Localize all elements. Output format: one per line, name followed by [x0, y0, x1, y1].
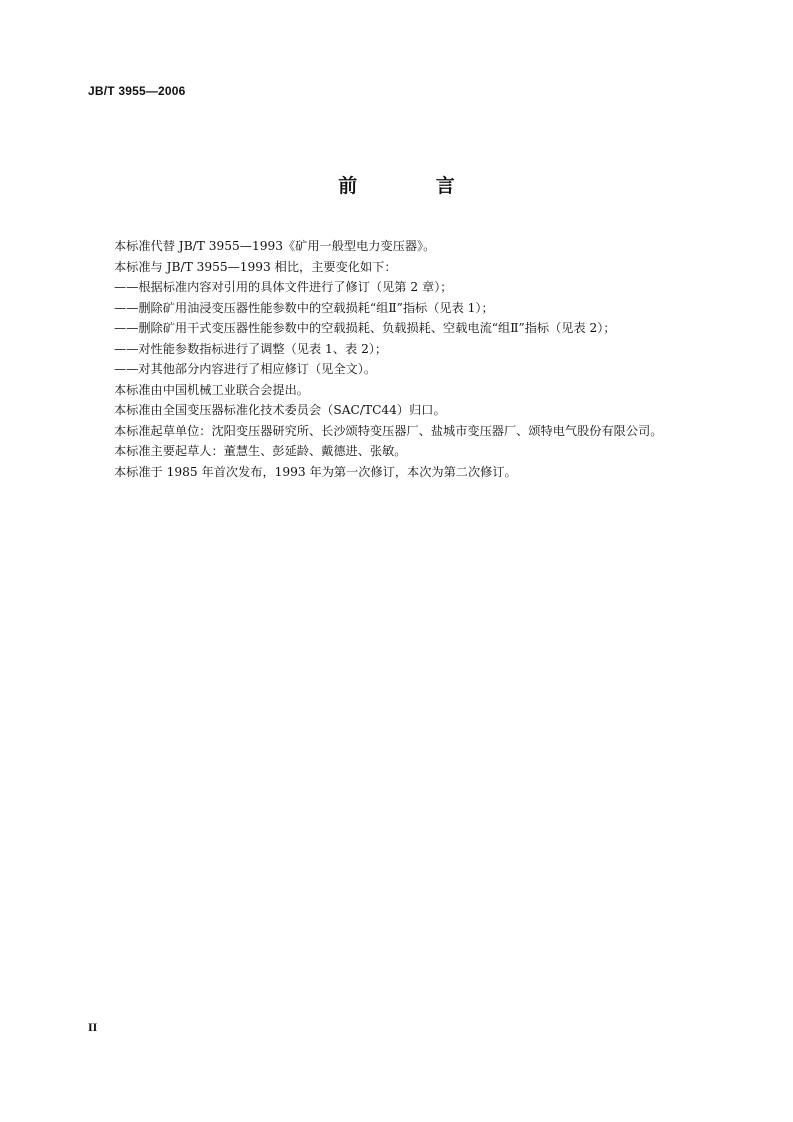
paragraph-proposed-by: 本标准由中国机械工业联合会提出。 — [114, 382, 309, 397]
foreword-body — [88, 236, 710, 482]
paragraph-drafters: 本标准主要起草人：董慧生、彭延龄、戴德进、张敏。 — [114, 444, 407, 458]
paragraph-history: 本标准于 1985 年首次发布，1993 年为第一次修订，本次为第二次修订。 — [114, 464, 517, 479]
paragraph-drafting-units: 本标准起草单位：沈阳变压器研究所、长沙颂特变压器厂、盐城市变压器厂、颂特电气股份有限公司。 — [114, 423, 663, 438]
change-item-other: ——对其他部分内容进行了相应修订（见全文）。 — [114, 362, 377, 376]
paragraph-changes-intro: 本标准与 JB/T 3955—1993 相比，主要变化如下： — [114, 259, 397, 274]
change-item-oil-immersed: ——删除矿用油浸变压器性能参数中的空载损耗“组Ⅱ”指标（见表 1）； — [114, 300, 494, 315]
paragraph-under-jurisdiction: 本标准由全国变压器标准化技术委员会（SAC/TC44）归口。 — [114, 403, 446, 417]
change-item-performance: ——对性能参数指标进行了调整（见表 1、表 2）； — [114, 341, 388, 356]
change-item-dry-type: ——删除矿用干式变压器性能参数中的空载损耗、负载损耗、空载电流“组Ⅱ”指标（见表 2）； — [114, 321, 616, 335]
page-number: II — [88, 1020, 98, 1034]
standard-number: JB/T 3955—2006 — [88, 84, 186, 98]
change-item-references: ——根据标准内容对引用的具体文件进行了修订（见第 2 章）； — [114, 280, 453, 294]
paragraph-replaces: 本标准代替 JB/T 3955—1993《矿用一般型电力变压器》。 — [114, 239, 436, 253]
page-title: 前 言 — [338, 175, 491, 197]
